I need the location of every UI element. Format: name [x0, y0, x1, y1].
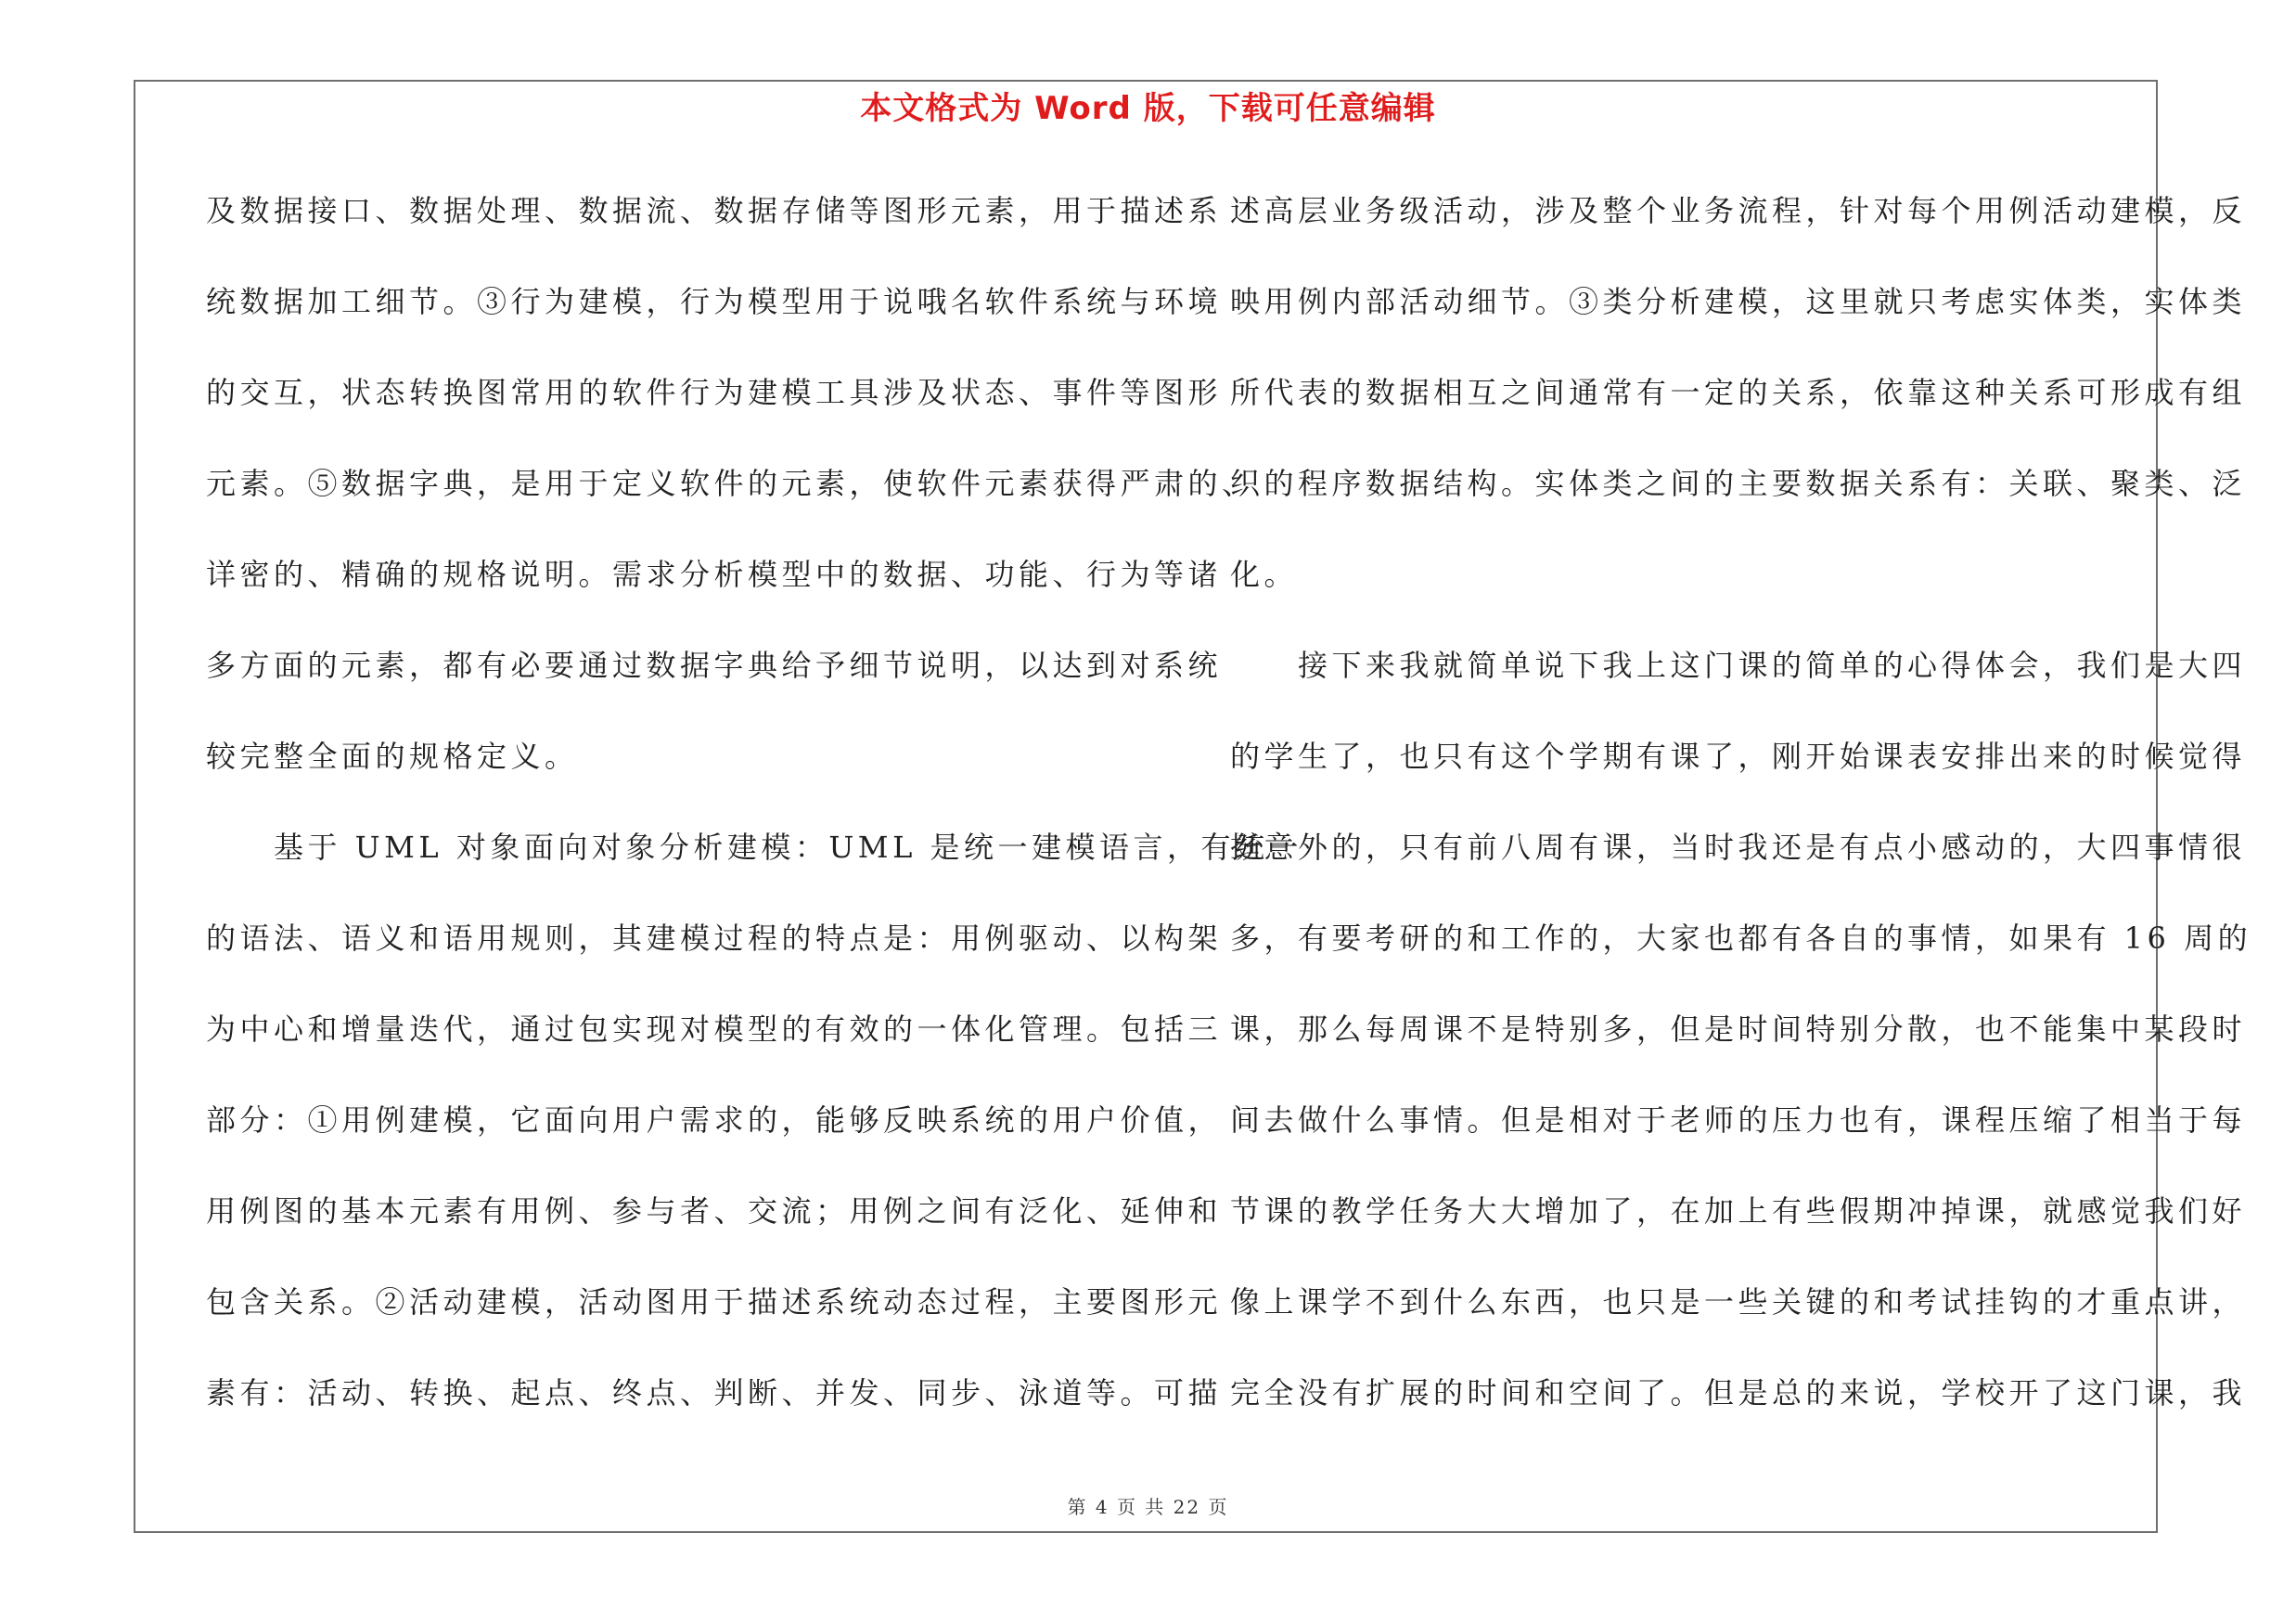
text-line: 包含关系。②活动建模，活动图用于描述系统动态过程，主要图形元: [206, 1284, 1223, 1320]
text-line: 述高层业务级活动，涉及整个业务流程，针对每个用例活动建模，反: [1230, 193, 2247, 228]
text-line: 的语法、语义和语用规则，其建模过程的特点是：用例驱动、以构架: [206, 921, 1223, 956]
text-line: 挺意外的，只有前八周有课，当时我还是有点小感动的，大四事情很: [1230, 830, 2247, 865]
text-line: 织的程序数据结构。实体类之间的主要数据关系有：关联、聚类、泛: [1230, 466, 2247, 501]
text-line: 节课的教学任务大大增加了，在加上有些假期冲掉课，就感觉我们好: [1230, 1193, 2247, 1229]
text-line: 为中心和增量迭代，通过包实现对模型的有效的一体化管理。包括三: [206, 1011, 1223, 1047]
page-number-footer: 第 4 页 共 22 页: [1067, 1496, 1229, 1518]
text-line: 详密的、精确的规格说明。需求分析模型中的数据、功能、行为等诸: [206, 557, 1223, 592]
text-line: 素有：活动、转换、起点、终点、判断、并发、同步、泳道等。可描: [206, 1375, 1223, 1410]
text-line: 用例图的基本元素有用例、参与者、交流；用例之间有泛化、延伸和: [206, 1193, 1223, 1229]
text-line: 统数据加工细节。③行为建模，行为模型用于说哦名软件系统与环境: [206, 284, 1223, 319]
text-line: 多方面的元素，都有必要通过数据字典给予细节说明，以达到对系统: [206, 648, 1223, 683]
text-line: 及数据接口、数据处理、数据流、数据存储等图形元素，用于描述系: [206, 193, 1223, 228]
text-line: 接下来我就简单说下我上这门课的简单的心得体会，我们是大四: [1230, 648, 2247, 683]
text-line: 像上课学不到什么东西，也只是一些关键的和考试挂钩的才重点讲，: [1230, 1284, 2247, 1320]
text-line: 映用例内部活动细节。③类分析建模，这里就只考虑实体类，实体类: [1230, 284, 2247, 319]
text-line: 间去做什么事情。但是相对于老师的压力也有，课程压缩了相当于每: [1230, 1102, 2247, 1138]
text-line: 化。: [1230, 557, 1299, 592]
text-line: 的学生了，也只有这个学期有课了，刚开始课表安排出来的时候觉得: [1230, 739, 2247, 774]
text-line: 部分：①用例建模，它面向用户需求的，能够反映系统的用户价值，: [206, 1102, 1223, 1138]
text-line: 元素。⑤数据字典，是用于定义软件的元素，使软件元素获得严肃的、: [206, 466, 1256, 501]
text-line: 完全没有扩展的时间和空间了。但是总的来说，学校开了这门课，我: [1230, 1375, 2247, 1410]
text-line: 的交互，状态转换图常用的软件行为建模工具涉及状态、事件等图形: [206, 375, 1223, 410]
text-line: 较完整全面的规格定义。: [206, 739, 579, 774]
text-line: 基于 UML 对象面向对象分析建模：UML 是统一建模语言，有统一: [206, 830, 1302, 865]
left-text-column: [206, 183, 1302, 1456]
right-text-column: [1230, 183, 2252, 1456]
text-line: 多，有要考研的和工作的，大家也都有各自的事情，如果有 16 周的: [1230, 921, 2252, 956]
word-format-banner: 本文格式为 Word 版，下载可任意编辑: [860, 90, 1436, 127]
text-line: 所代表的数据相互之间通常有一定的关系，依靠这种关系可形成有组: [1230, 375, 2247, 410]
text-line: 课，那么每周课不是特别多，但是时间特别分散，也不能集中某段时: [1230, 1011, 2247, 1047]
